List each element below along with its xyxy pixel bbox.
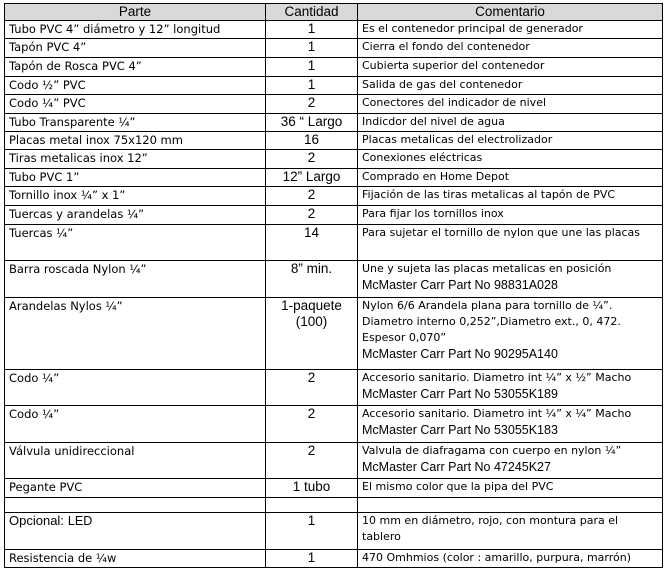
- comment-text: Valvula de diafragama con cuerpo en nylon ¼”: [362, 444, 622, 457]
- comment-cell: [358, 261, 663, 298]
- header-part: Parte: [5, 4, 266, 21]
- part-number: McMaster Carr Part No 90295A140: [362, 347, 558, 361]
- part-number: McMaster Carr Part No 98831A028: [362, 278, 558, 292]
- table-row: [5, 479, 663, 498]
- table-row: [5, 550, 663, 568]
- part-cell: Tiras metalicas inox 12”: [5, 150, 266, 169]
- table-row: [5, 114, 663, 132]
- comment-cell: Cubierta superior del contenedor: [358, 58, 663, 77]
- table-row: [5, 39, 663, 58]
- table-row: [5, 443, 663, 479]
- part-cell: Codo ½” PVC: [5, 77, 266, 95]
- quantity-cell: 2: [266, 150, 358, 169]
- table-row: [5, 58, 663, 77]
- table-row: [5, 406, 663, 443]
- spacer-row: [5, 498, 663, 513]
- comment-cell: Conexiones eléctricas: [358, 150, 663, 169]
- quantity-cell: 2: [266, 406, 358, 443]
- part-cell: Arandelas Nylos ¼”: [5, 298, 266, 370]
- table-row: [5, 261, 663, 298]
- header-quantity: Cantidad: [266, 4, 358, 21]
- comment-cell: Para sujetar el tornillo de nylon que une las placas: [358, 225, 663, 261]
- part-cell: Codo ¼”: [5, 370, 266, 406]
- part-number: McMaster Carr Part No 53055K183: [362, 423, 558, 437]
- part-cell: Tuercas ¼”: [5, 225, 266, 261]
- table-row: [5, 95, 663, 114]
- comment-cell: 10 mm en diámetro, rojo, con montura para el tablero: [358, 513, 663, 550]
- table-row: [5, 21, 663, 39]
- comment-cell: Cierra el fondo del contenedor: [358, 39, 663, 58]
- comment-text: Accesorio sanitario. Diametro int ¼” x ¼” Macho: [362, 407, 632, 420]
- comment-cell: [358, 370, 663, 406]
- comment-text: Nylon 6/6 Arandela plana para tornillo de ¼”. Diametro interno 0,252”,Diametro ext., 0, 472. Espesor 0,070”: [362, 299, 621, 344]
- comment-cell: [358, 298, 663, 370]
- table-row: [5, 150, 663, 169]
- part-cell: Codo ¼”: [5, 406, 266, 443]
- comment-cell: Salida de gas del contenedor: [358, 77, 663, 95]
- quantity-cell: 1: [266, 21, 358, 39]
- empty-cell: [5, 498, 266, 513]
- part-cell: Tubo Transparente ¼”: [5, 114, 266, 132]
- optional-item: LED: [67, 514, 93, 528]
- table-row: [5, 169, 663, 187]
- comment-cell: Conectores del indicador de nivel: [358, 95, 663, 114]
- quantity-cell: 2: [266, 443, 358, 479]
- header-comment: Comentario: [358, 4, 663, 21]
- part-cell: Codo ¼” PVC: [5, 95, 266, 114]
- comment-text: Une y sujeta las placas metalicas en posición: [362, 262, 612, 275]
- table-row: [5, 132, 663, 150]
- quantity-cell: 2: [266, 95, 358, 114]
- quantity-cell: 2: [266, 187, 358, 206]
- part-cell: Placas metal inox 75x120 mm: [5, 132, 266, 150]
- quantity-cell: 12” Largo: [266, 169, 358, 187]
- quantity-cell: 1: [266, 39, 358, 58]
- part-cell: Pegante PVC: [5, 479, 266, 498]
- part-cell: Válvula unidireccional: [5, 443, 266, 479]
- quantity-cell: 1-paquete (100): [266, 298, 358, 370]
- header-row: [5, 4, 663, 21]
- part-cell: Barra roscada Nylon ¼”: [5, 261, 266, 298]
- quantity-cell: 16: [266, 132, 358, 150]
- table-row: [5, 187, 663, 206]
- optional-label: Opcional:: [9, 513, 64, 528]
- part-number: McMaster Carr Part No 47245K27: [362, 460, 551, 474]
- table-row: [5, 370, 663, 406]
- table-row: [5, 206, 663, 225]
- part-cell: Tornillo inox ¼” x 1”: [5, 187, 266, 206]
- part-cell: Tubo PVC 4” diámetro y 12” longitud: [5, 21, 266, 39]
- empty-cell: [358, 498, 663, 513]
- part-number: McMaster Carr Part No 53055K189: [362, 387, 558, 401]
- comment-cell: Para fijar los tornillos inox: [358, 206, 663, 225]
- part-cell: Resistencia de ¼w: [5, 550, 266, 568]
- comment-cell: Comprado en Home Depot: [358, 169, 663, 187]
- table-row: [5, 298, 663, 370]
- quantity-cell: 2: [266, 206, 358, 225]
- comment-cell: 470 Omhmios (color : amarillo, purpura, marrón): [358, 550, 663, 568]
- part-cell: Tapón de Rosca PVC 4”: [5, 58, 266, 77]
- comment-cell: [358, 443, 663, 479]
- quantity-cell: 36 “ Largo: [266, 114, 358, 132]
- quantity-cell: 8” min.: [266, 261, 358, 298]
- quantity-cell: 1 tubo: [266, 479, 358, 498]
- comment-text: Accesorio sanitario. Diametro int ¼” x ½” Macho: [362, 371, 632, 384]
- quantity-cell: 14: [266, 225, 358, 261]
- comment-cell: El mismo color que la pipa del PVC: [358, 479, 663, 498]
- comment-cell: [358, 406, 663, 443]
- comment-cell: Es el contenedor principal de generador: [358, 21, 663, 39]
- table-row: [5, 77, 663, 95]
- table-body: [5, 21, 663, 568]
- quantity-cell: 1: [266, 550, 358, 568]
- quantity-cell: 1: [266, 58, 358, 77]
- quantity-cell: 2: [266, 370, 358, 406]
- comment-cell: Placas metalicas del electrolizador: [358, 132, 663, 150]
- parts-table: [4, 3, 663, 568]
- part-cell: Tubo PVC 1”: [5, 169, 266, 187]
- optional-row: [5, 513, 663, 550]
- empty-cell: [266, 498, 358, 513]
- quantity-cell: 1: [266, 513, 358, 550]
- part-cell: Tuercas y arandelas ¼”: [5, 206, 266, 225]
- part-cell: Tapón PVC 4”: [5, 39, 266, 58]
- comment-cell: Fijación de las tiras metalicas al tapón de PVC: [358, 187, 663, 206]
- quantity-cell: 1: [266, 77, 358, 95]
- comment-cell: Indicdor del nivel de agua: [358, 114, 663, 132]
- part-cell: [5, 513, 266, 550]
- table-row: [5, 225, 663, 261]
